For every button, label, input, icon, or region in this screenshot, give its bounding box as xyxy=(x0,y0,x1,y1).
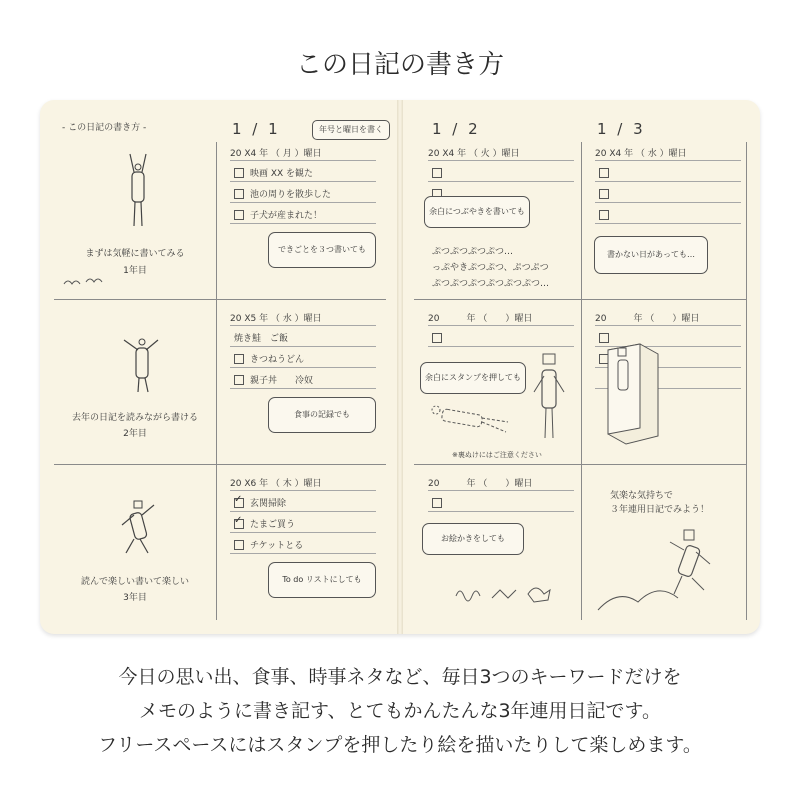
entry-item: たまご買う xyxy=(250,520,296,530)
check-box-checked[interactable] xyxy=(234,519,244,529)
write-line xyxy=(230,160,376,161)
birds-icon xyxy=(60,272,110,292)
date-1-1: 1 / 1 xyxy=(232,120,281,138)
write-line xyxy=(595,202,741,203)
year-line: 20 X4 年 （ 火 ）曜日 xyxy=(428,149,520,159)
check-box[interactable] xyxy=(234,354,244,364)
year3-label: 3年目 xyxy=(123,593,147,603)
entry-item: 親子丼 冷奴 xyxy=(250,376,314,386)
entry-item: 玄関掃除 xyxy=(250,499,287,509)
speech-bubble: 書かない日があっても… xyxy=(594,236,708,274)
left-page-header: - この日記の書き方 - xyxy=(62,123,147,133)
write-line xyxy=(595,160,741,161)
write-line xyxy=(230,202,376,203)
year2-label: 2年目 xyxy=(123,429,147,439)
write-line xyxy=(230,181,376,182)
figure-stretch-icon xyxy=(118,150,158,230)
speech-bubble: できごとを３つ書いても xyxy=(268,232,376,268)
year3-desc: 読んで楽しい書いて楽しい xyxy=(80,577,189,587)
entry-item: 焼き鮭 ご飯 xyxy=(234,334,289,344)
year1-desc: まずは気軽に書いてみる xyxy=(85,249,185,259)
message-line: ３年連用日記でみよう！ xyxy=(610,505,710,515)
scribble-text: ぷつぷつぷつぷつぷつぷつ… xyxy=(432,279,550,289)
caption-line-2: メモのように書き記す、とてもかんたんな3年連用日記です。 xyxy=(138,700,662,722)
scribble-text: っぷやきぷつぷつ、ぷつぷつ xyxy=(432,263,549,273)
column-divider xyxy=(216,142,217,620)
message-line: 気楽な気持ちで xyxy=(610,491,673,501)
stamp-block-icon xyxy=(588,340,678,450)
write-line xyxy=(230,490,376,491)
year2-desc: 去年の日記を読みながら書ける xyxy=(71,413,198,423)
write-line xyxy=(428,325,574,326)
entry-item: 池の周りを散歩した xyxy=(250,190,332,200)
write-line xyxy=(230,346,376,347)
caption-line-1: 今日の思い出、食事、時事ネタなど、毎日3つのキーワードだけを xyxy=(118,666,682,688)
date-1-2: 1 / 2 xyxy=(432,120,481,138)
doodle-birds-icon xyxy=(452,580,562,610)
entry-item: 映画 XX を観た xyxy=(250,169,314,179)
write-line xyxy=(230,388,376,389)
column-divider xyxy=(746,142,747,620)
check-box-checked[interactable] xyxy=(234,498,244,508)
date-1-3: 1 / 3 xyxy=(597,120,646,138)
check-box[interactable] xyxy=(599,189,609,199)
check-box[interactable] xyxy=(234,375,244,385)
figure-reading-icon xyxy=(118,328,168,398)
speech-bubble: 余白にスタンプを押しても xyxy=(420,362,526,394)
write-line xyxy=(230,553,376,554)
write-line xyxy=(230,367,376,368)
write-line xyxy=(230,511,376,512)
check-box[interactable] xyxy=(599,168,609,178)
write-line xyxy=(230,325,376,326)
caption-line-3: フリースペースにはスタンプを押したり絵を描いたりして楽しめます。 xyxy=(98,734,702,756)
stamp-figure-standing-icon xyxy=(528,346,572,446)
entry-item: チケットとる xyxy=(250,541,304,551)
year-line: 20 年 （ ）曜日 xyxy=(428,314,533,324)
write-line xyxy=(428,181,574,182)
write-line xyxy=(428,160,574,161)
write-line xyxy=(595,223,741,224)
write-line xyxy=(230,223,376,224)
book-spine xyxy=(397,100,403,634)
check-box[interactable] xyxy=(234,168,244,178)
check-box[interactable] xyxy=(234,540,244,550)
write-line xyxy=(428,511,574,512)
row-divider xyxy=(54,464,386,465)
diary-spread xyxy=(40,100,760,634)
speech-bubble: お絵かきをしても xyxy=(422,523,524,555)
speech-bubble: 余白につぶやきを書いても xyxy=(424,196,530,228)
page-title: この日記の書き方 xyxy=(295,50,504,80)
year-line: 20 年 （ ）曜日 xyxy=(595,314,700,324)
entry-item: 子犬が産まれた！ xyxy=(250,211,323,221)
check-box[interactable] xyxy=(432,168,442,178)
check-box[interactable] xyxy=(599,210,609,220)
year-line: 20 X5 年 （ 水 ）曜日 xyxy=(230,314,322,324)
scribble-text: ぷつぷつぷつぷつ… xyxy=(432,247,514,257)
year-line: 20 X4 年 （ 月 ）曜日 xyxy=(230,149,322,159)
check-box[interactable] xyxy=(432,498,442,508)
column-divider xyxy=(581,142,582,620)
row-divider xyxy=(414,299,746,300)
year1-label: 1年目 xyxy=(123,266,147,276)
year-line: 20 X4 年 （ 水 ）曜日 xyxy=(595,149,687,159)
tag-year-weekday: 年号と曜日を書く xyxy=(312,120,390,140)
year-line: 20 X6 年 （ 木 ）曜日 xyxy=(230,479,322,489)
row-divider xyxy=(414,464,746,465)
speech-bubble: 食事の記録でも xyxy=(268,397,376,433)
entry-item: きつねうどん xyxy=(250,355,305,365)
write-line xyxy=(595,181,741,182)
stamp-note: ※裏ぬけにはご注意ください xyxy=(452,451,542,459)
year-line: 20 年 （ ）曜日 xyxy=(428,479,533,489)
write-line xyxy=(230,532,376,533)
speech-bubble: To do リストにしても xyxy=(268,562,376,598)
check-box[interactable] xyxy=(234,210,244,220)
write-line xyxy=(428,490,574,491)
row-divider xyxy=(54,299,386,300)
figure-jumping-icon xyxy=(110,495,170,565)
stamp-figure-lying-icon xyxy=(422,396,522,442)
figure-flying-icon xyxy=(592,520,742,620)
check-box[interactable] xyxy=(234,189,244,199)
write-line xyxy=(595,325,741,326)
check-box[interactable] xyxy=(432,333,442,343)
